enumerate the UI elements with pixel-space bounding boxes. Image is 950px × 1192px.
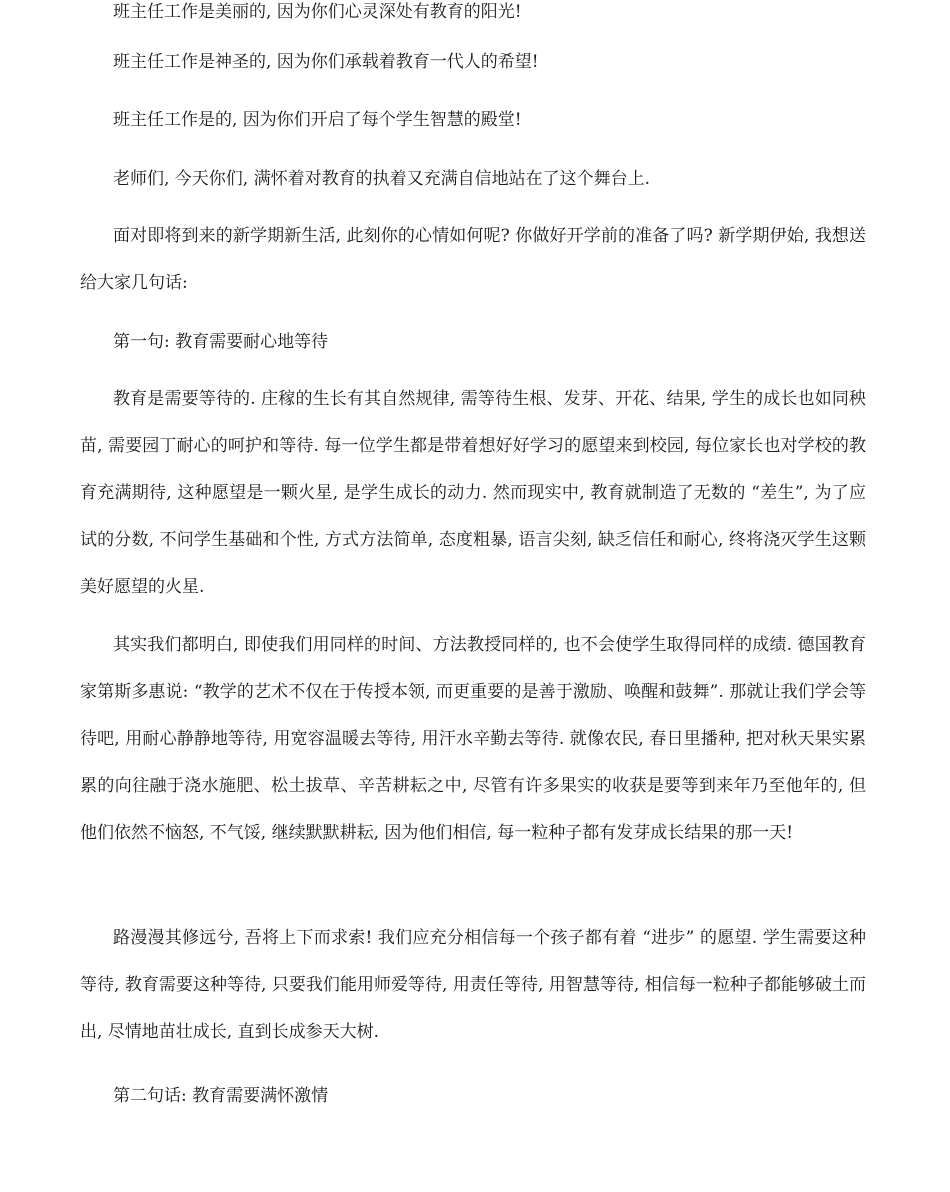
paragraph-7: 其实我们都明白, 即使我们用同样的时间、方法教授同样的, 也不会使学生取得同样的成绩. 德国教育家第斯多惠说: “教学的艺术不仅在于传授本领, 而更重要的是善于激励、唤醒和鼓舞”. 那就让我们学会等待吧, 用耐心静静地等待, 用宽容温暖去等待, 用汗水辛勤去等待. 就像农民, 春日里播种, 把对秋天果实累累的向往融于浇水施肥、松土拔草、辛苦耕耘之中, 尽管有许多果实的收获是要等到来年乃至他年的, 但他们依然不恼怒, 不气馁, 继续默默耕耘, 因为他们相信, 每一粒种子都有发芽成长结果的那一天! <box>80 635 866 843</box>
paragraph-1: 班主任工作是美丽的, 因为你们心灵深处有教育的阳光! <box>113 2 522 22</box>
section-heading-1: 第一句: 教育需要耐心地等待 <box>113 332 329 352</box>
paragraph-3: 班主任工作是的, 因为你们开启了每个学生智慧的殿堂! <box>113 110 522 130</box>
paragraph-8: 路漫漫其修远兮, 吾将上下而求索! 我们应充分相信每一个孩子都有着 “进步” 的愿望. 学生需要这种等待, 教育需要这种等待, 只要我们能用师爱等待, 用责任等待, 用智慧等待, 相信每一粒种子都能够破土而出, 尽情地苗壮成长, 直到长成参天大树. <box>80 928 866 1042</box>
section-heading-2: 第二句话: 教育需要满怀激情 <box>113 1086 329 1106</box>
paragraph-5: 面对即将到来的新学期新生活, 此刻你的心情如何呢? 你做好开学前的准备了吗? 新学期伊始, 我想送给大家几句话: <box>80 226 866 293</box>
paragraph-2: 班主任工作是神圣的, 因为你们承载着教育一代人的希望! <box>113 52 539 72</box>
paragraph-6: 教育是需要等待的. 庄稼的生长有其自然规律, 需等待生根、发芽、开花、结果, 学生的成长也如同秧苗, 需要园丁耐心的呵护和等待. 每一位学生都是带着想好好学习的愿望来到校园, 每位家长也对学校的教育充满期待, 这种愿望是一颗火星, 是学生成长的动力. 然而现实中, 教育就制造了无数的 “差生”, 为了应试的分数, 不问学生基础和个性, 方式方法简单, 态度粗暴, 语言尖刻, 缺乏信任和耐心, 终将浇灭学生这颗美好愿望的火星. <box>80 389 866 597</box>
paragraph-4: 老师们, 今天你们, 满怀着对教育的执着又充满自信地站在了这个舞台上. <box>113 169 651 189</box>
